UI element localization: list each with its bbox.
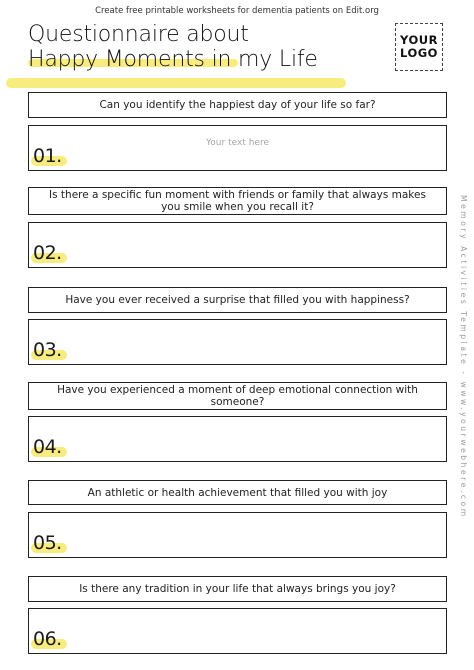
question-box-1 [28, 92, 447, 118]
question-text-3: Have you ever received a surprise that filled you with happiness? [65, 294, 410, 306]
page-title [28, 22, 318, 72]
title-highlight [6, 78, 346, 88]
question-text-1: Can you identify the happiest day of your life so far? [99, 99, 376, 111]
question-text-5: An athletic or health achievement that filled you with joy [87, 486, 388, 499]
question-box-6 [28, 576, 447, 602]
question-text-2: Is there a specific fun moment with friends or family that always makes you smile when you recall it? [49, 189, 426, 213]
question-number-2: 02. [33, 242, 62, 264]
logo-text-line-1: YOUR [400, 33, 438, 47]
question-text-6: Is there any tradition in your life that always brings you joy? [79, 583, 396, 595]
answer-box-6[interactable] [28, 608, 447, 654]
question-box-3 [28, 287, 447, 313]
title-line-1: Questionnaire about [28, 22, 249, 47]
answer-box-1[interactable] [28, 125, 447, 171]
question-number-5: 05. [33, 532, 62, 554]
side-watermark: Memory Activities Template - www.yourwebhere.com [459, 195, 468, 519]
logo-placeholder [395, 23, 443, 71]
question-box-5 [28, 480, 447, 505]
answer-box-2[interactable] [28, 222, 447, 268]
answer-placeholder-1: Your text here [206, 138, 269, 148]
question-number-6: 06. [33, 628, 62, 650]
top-note: Create free printable worksheets for dementia patients on Edit.org [95, 6, 379, 16]
answer-box-4[interactable] [28, 416, 447, 462]
question-number-1: 01. [33, 145, 62, 167]
question-box-4 [28, 382, 447, 410]
answer-box-5[interactable] [28, 512, 447, 558]
logo-text-line-2: LOGO [400, 46, 438, 60]
question-text-4: Have you experienced a moment of deep emotional connection with someone? [57, 384, 418, 408]
question-number-3: 03. [33, 339, 62, 361]
question-number-4: 04. [33, 436, 62, 458]
title-line-2: Happy Moments in my Life [28, 47, 318, 72]
answer-box-3[interactable] [28, 319, 447, 365]
question-box-2 [28, 187, 447, 215]
